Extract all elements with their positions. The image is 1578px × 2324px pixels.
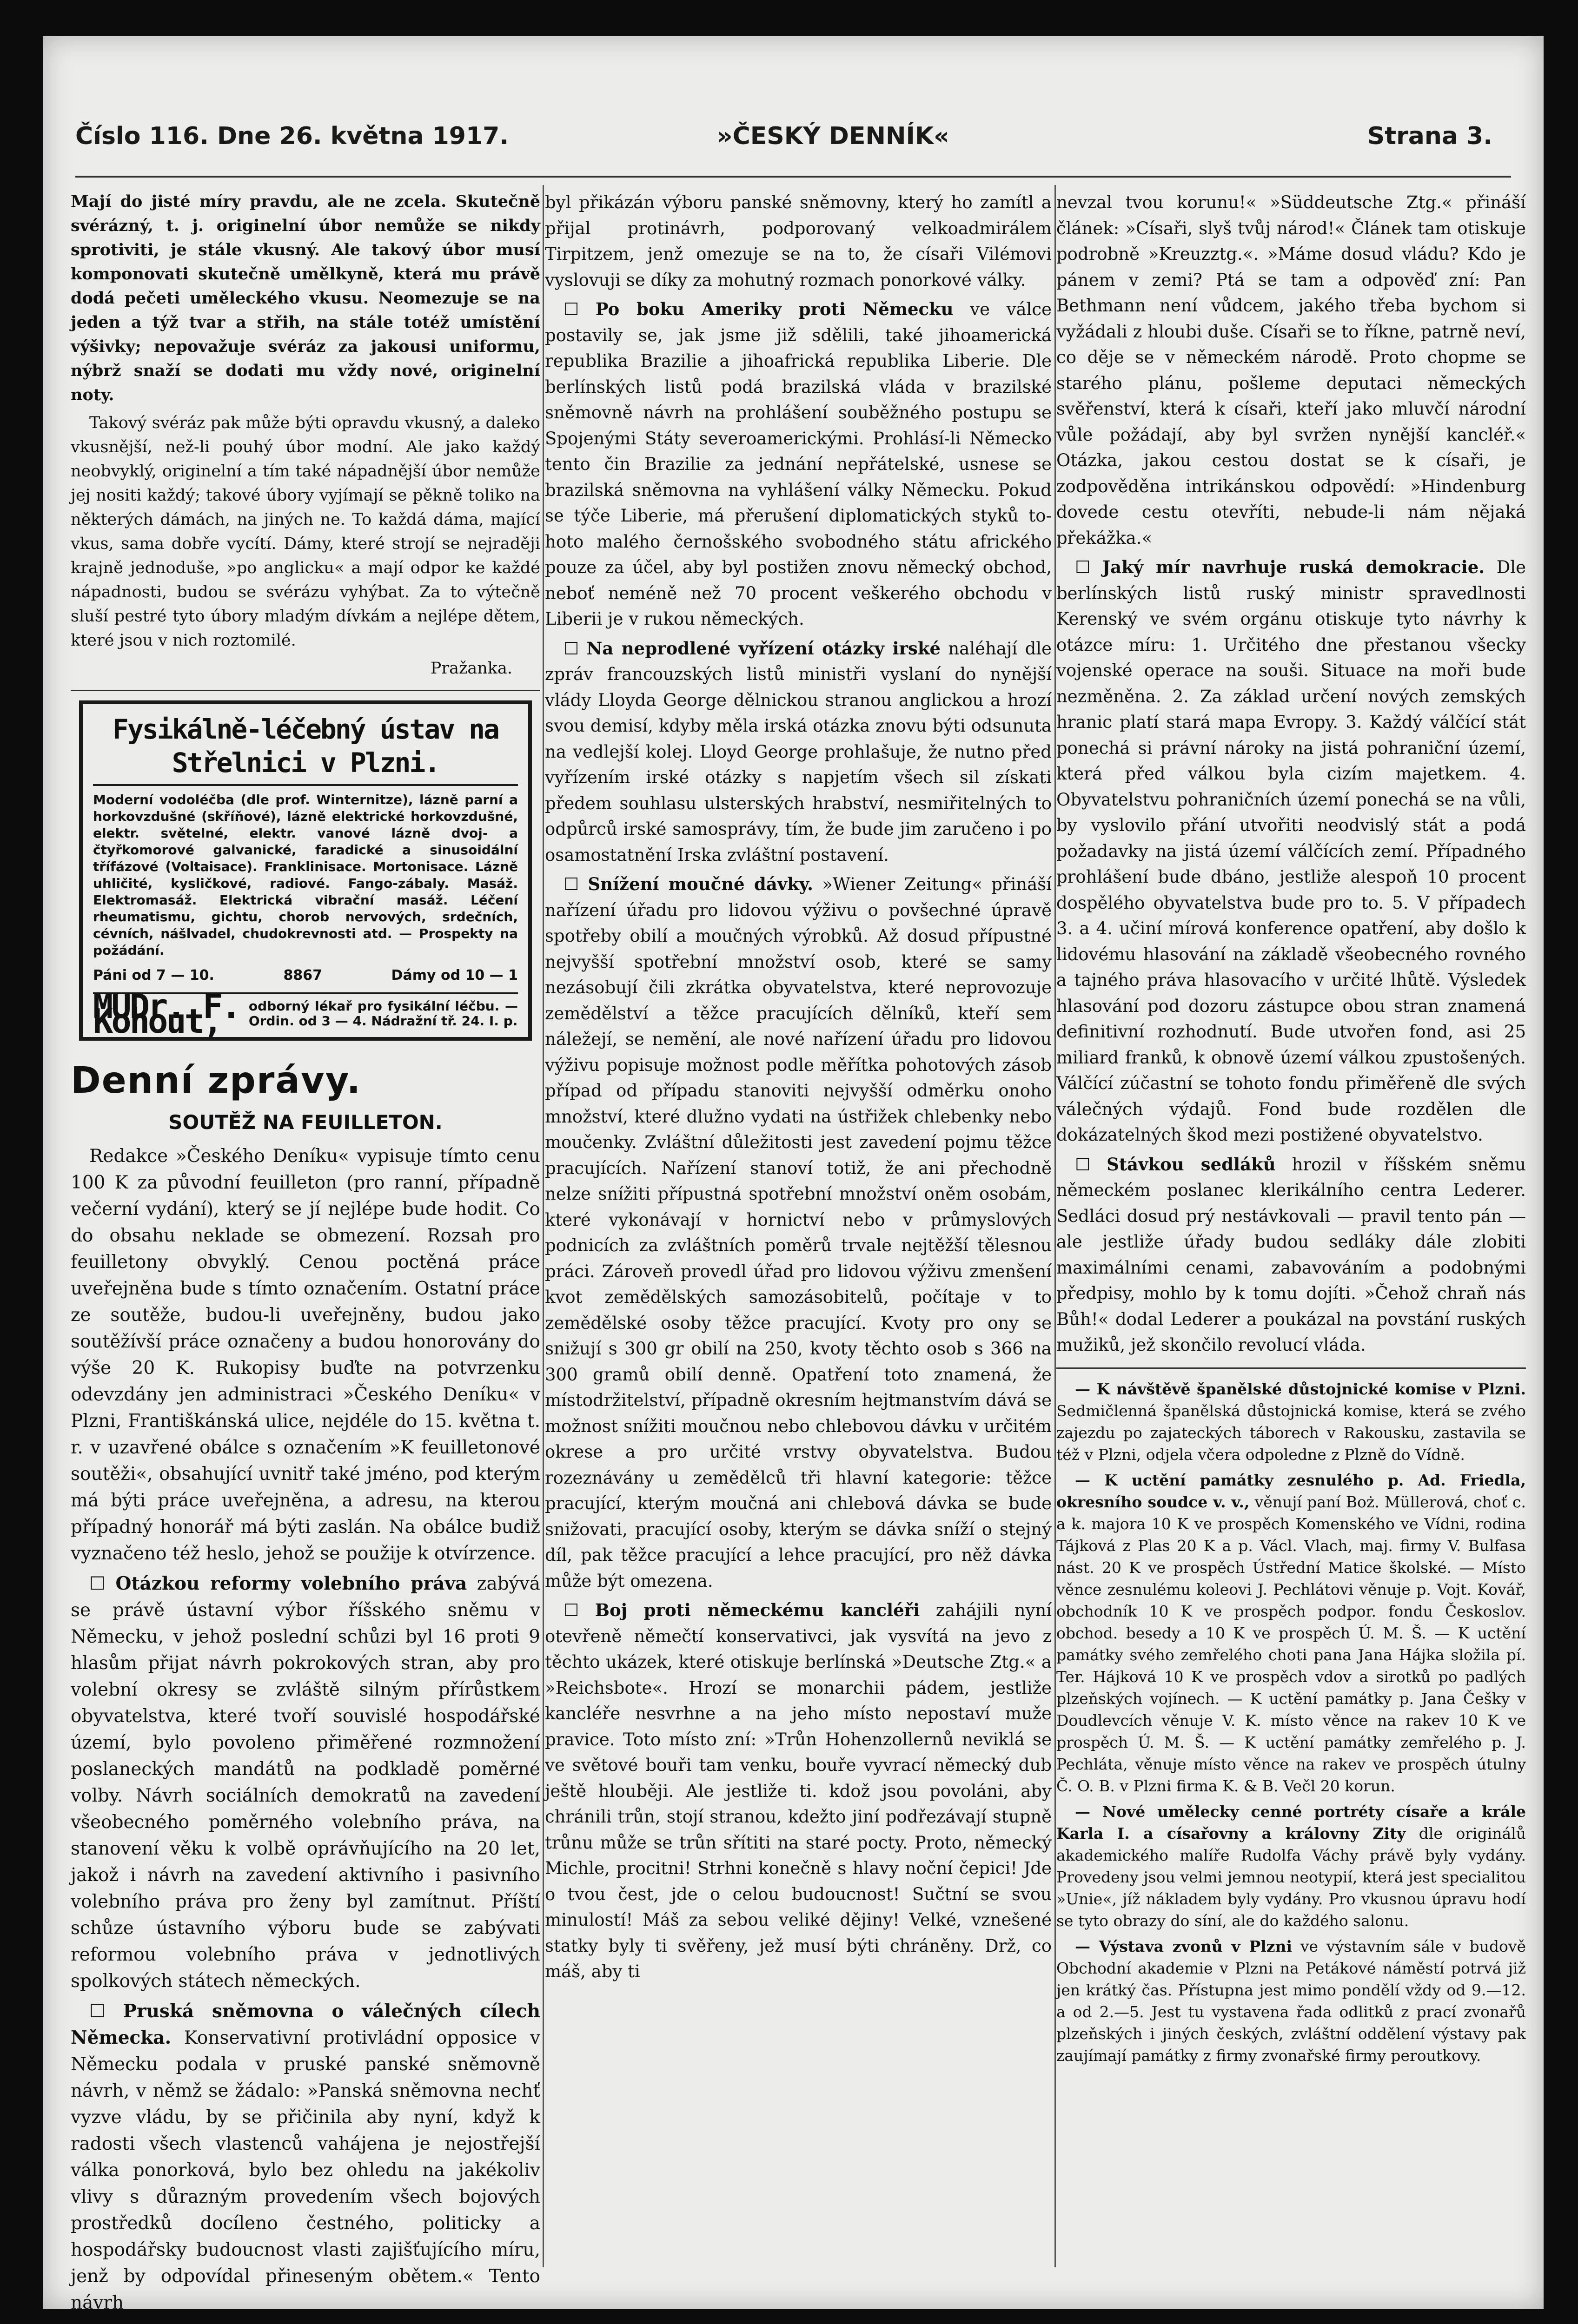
column-divider (1054, 185, 1056, 2267)
ad-hours-men: Páni od 7 — 10. (93, 967, 214, 984)
column-2 (545, 190, 1052, 1988)
masthead (75, 113, 1511, 159)
news-text: ve válce postavily se, jak jsme již sdělili, také jihoamerická republika Brazilie a jihoafrická republika Liberie. Dle berlínských listů podá brazilská vláda v brazilské sněmovně návrh na prohlášení souběžného postupu se Spojenými Státy severoamerickými. Prohlásí-li Německo tento čin Brazilie za jednání nepřátelské, usnese se brazilská sněmovna na vyhlášení války Německu. Pokud se týče Liberie, má přerušení diplomatických styků to-hoto malého černošského svobodného státu afrického pouze za účel, aby byl postižen znovu německý obchod, neboť neméně než 70 procent veškerého obchodu v Liberii je v rukou německých. (545, 299, 1052, 629)
masthead-rule (75, 176, 1511, 178)
news-text: »Wiener Zeitung« přináší nařízení úřadu pro lidovou výživu o povšechné úpravě spotřeby obilí a moučných výrobků. Až dosud přípustné nejvyšší spotřební množství osob, které se samy nezásobují čili zkrátka obyvatelstva, které neprovozuje zemědělství a těžce pracujících dělníků, kteří sem náležejí, se nemění, ale nové nařízení úřadu pro lidovou výživu popisuje možnost podle měřítka pohotových zásob případ od případu stanoviti nejvyšší odměrku onoho množství, které dlužno vydati na ústřižek chlebenky nebo moučenky. Zvláštní důležitosti jest zavedení pojmu těžce pracujících. Nařízení stanoví totiž, že ani přechodně nelze snížiti přípustná spotřební množství oněm osobám, které vykonávají v hornictví nebo v průmyslových podnicích za zvláštních poměrů trvale nejtěžší tělesnou práci. Zároveň provedl úřad pro lidovou výživu zmenšení kvot zemědělských samozásobitelů, počítaje v to zemědělské osoby těžce pracující. Kvoty pro ony se snižují s 300 gr obilí na 250, kvoty těchto osob s 366 na 300 gramů obilí denně. Opatření toto znamená, že místodržitelství, případně okresním hejtmanstvím dává se možnost snížiti moučnou nebo chlebovou dávku v určitém okrese a pro určité vrstvy obyvatelstva. Budou rozeznávány u zemědělců tři hlavní kategorie: těžce pracující, kterým moučná ani chlebová dávka se bude snižovati, pracující osoby, kterým se dávka sníží o stejný díl, pak těžce pracující a lehce pracující, pro něž dávka může být omezena. (545, 874, 1052, 1591)
news-item (545, 872, 1052, 1594)
local-news-headline: — K uctění památky zesnulého p. Ad. Friedla, okresního soudce v. v., (1056, 1471, 1526, 1511)
ad-doctor-name: MUDr. F. Kohout, (93, 986, 239, 1041)
local-news-text: Sedmičlenná španělská důstojnická komise, která se zvého zajezdu po zajateckých táborech v Rakousku, zastavila se též v Plzni, odjela včera odpoledne z Plzně do Vídně. (1056, 1401, 1526, 1464)
column-1 (71, 190, 540, 2320)
ad-number: 8867 (283, 967, 322, 984)
fashion-article (71, 190, 540, 680)
news-item (545, 636, 1052, 868)
square-bullet-icon: ☐ (564, 299, 596, 319)
news-item (1056, 555, 1526, 1148)
news-item (545, 297, 1052, 632)
news-text: Konservativní protivládní opposice v Německu podala v pruské panské sněmovně návrh, v němž se žádalo: »Panská sněmovna nechť vyzve vládu, by se přičinila aby nyní, když k radosti všech vlastenců vahájena je nejostřejší válka ponorková, bylo bez ohledu na jakékoliv vlivy s důrazným provedením všech bojových prostředků docíleno čestného, politicky a hospodářsky budoucnost vlasti zajišťujícího míru, jenž by odpovídal přineseným obětem.« Tento návrh (71, 2027, 540, 2313)
local-news-item (1056, 1935, 1526, 2067)
square-bullet-icon: ☐ (564, 638, 587, 659)
news-headline: Otázkou reformy volebního práva (115, 1572, 467, 1594)
square-bullet-icon: ☐ (564, 1600, 595, 1620)
contest-article (71, 1143, 540, 1567)
news-headline: Snížení moučné dávky. (588, 874, 814, 894)
news-headline: Boj proti německému kancléři (595, 1600, 920, 1620)
ad-hours-women: Dámy od 10 — 1 (391, 967, 518, 984)
news-headline: Jaký mír navrhuje ruská demokracie. (1102, 557, 1485, 577)
ad-body: Moderní vodoléčba (dle prof. Winternitze), lázně parní a horkovzdušné (skříňové), lázně elektrické horkovzdušné, elektr. světelné, elektr. vanové lázně dvoj- a čtyřkomorové galvanické, faradické a sinusoidální třífázové (Voltaisace). Franklinisace. Mortonisace. Lázně uhličité, kysličkové, radiové. Fango-zábaly. Masáž. Elektromasáž. Elektrická vibrační masáž. Léčení rheumatismu, gichtu, chorob nervových, srdečních, cévních, nášlvadel, chudokrevnosti atd. — Prospekty na požádání. (93, 792, 518, 958)
ad-doctor-info: odborný lékař pro fysikální léčbu. — Ordin. od 3 — 4. Nádražní tř. 24. I. p. (248, 998, 518, 1029)
square-bullet-icon: ☐ (89, 1573, 116, 1594)
contest-title: SOUTĚŽ NA FEUILLETON. (168, 1110, 443, 1134)
news-item (545, 1598, 1052, 1985)
article-paragraph: Takový svéráz pak může býti opravdu vkusný, a daleko vkusnější, než-li pouhý úbor modní. Ale jako každý neobvyklý, originelní a tím také nápadnější úbor nemůže jej nositi každý; takové úbory vyjímají se pěkně toliko na některých dámách, na jiných ne. To každá dáma, mající vkus, sama dobře vycítí. Dámy, které strojí se nejraději krajně jednoduše, »po anglicku« a mají odpor ke každé nápadnosti, budou se svérázu vyhýbat. Za to výtečně sluší pestré tyto úbory mladým dívkám a nejlépe dětem, které jsou v nich roztomilé. (71, 414, 540, 650)
local-news-headline: — K návštěvě španělské důstojnické komise v Plzni. (1075, 1380, 1526, 1398)
square-bullet-icon: ☐ (564, 874, 588, 894)
local-news (1056, 1378, 1526, 2067)
local-news-item (1056, 1469, 1526, 1797)
news-item (71, 1571, 540, 1994)
local-news-item (1056, 1801, 1526, 1932)
news-continuation: nevzal tvou korunu!« »Süddeutsche Ztg.« přináší článek: »Císaři, slyš tvůj národ!« Článek tam otiskuje podrobně »Kreuzztg.«. »Máme dosud vládu? Kdo je pánem v zemi? Ptá se tam a odpověď zní: Pan Bethmann není vůdcem, jakého třeba bychom si vyžádali z hloubi duše. Císaři se to říkne, patrně neví, co děje se v německém národě. Proto chopme se starého plánu, pošleme deputaci německých svěřenství, která k císaři, kteří jako mluvčí národní vůle požádají, aby byl svržen nynější kancléř.« Otázka, jakou cestou dostat se k císaři, je zodpověděna intrikánskou odpovědí: »Hindenburg dovede cestu otevříti, nebude-li nám nějaká překážka.« (1056, 192, 1526, 548)
newspaper-page (43, 36, 1544, 2313)
newspaper-title: »ČESKÝ DENNÍK« (717, 122, 949, 150)
square-bullet-icon: ☐ (1075, 557, 1102, 577)
article-paragraph: Redakce »Českého Deníku« vypisuje tímto cenu 100 K za původní feuilleton (pro ranní, případně večerní vydání), který se jí nejlépe bude hodit. Co do obsahu neklade se obmezení. Rozsah pro feuilletony obvyklý. Cenou poctěná práce uveřejněna bude s tímto označením. Ostatní práce ze soutěže, budou-li uveřejněny, budou jako soutěžívší práce označeny a budou honorovány do výše 20 K. Rukopisy buďte na potvrzenku odevzdány jen administraci »Českého Deníku« v Plzni, Františkánská ulice, nejdéle do 15. května t. r. v uzavřené obálce s označením »K feuilletonové soutěži«, obsahující uvnitř také jméno, pod kterým má býti práce uveřejněna, a adresu, na kterou případný honorář má býti zaslán. Na obálce budiž vyznačeno též heslo, jehož se použije k otvírzence. (71, 1145, 540, 1564)
article-paragraph: Mají do jisté míry pravdu, ale ne zcela. Skutečně svérázný, t. j. originelní úbor nemůže se nikdy sprotiviti, je stále vkusný. Ale takový úbor musí komponovati skutečně umělkyně, která mu právě dodá pečeti uměleckého vkusu. Neomezuje se na jeden a týž tvar a střih, na stále totéž umístění výšivky; nepovažuje svéráz za jakousi uniformu, nýbrž snaží se dodati mu vždy nové, originelní noty. (71, 192, 540, 404)
news-item (71, 1998, 540, 2316)
news-headline: Po boku Ameriky proti Německu (595, 299, 954, 319)
ad-doctor (93, 986, 518, 1041)
local-news-text: dle originálů akademického malíře Rudolfa Váchy právě byly vydány. Provedeny jsou velmi jemnou neotypií, která jest specialitou »Unie«, jíž nákladem byly vydány. Pro vkusnou úpravu hodí se tyto obrazy do síní, ale do každého salonu. (1056, 1824, 1526, 1930)
column-3 (1056, 190, 1526, 2070)
advertisement-spa (79, 700, 532, 1041)
article-signature: Pražanka. (430, 659, 512, 678)
local-news-item (1056, 1378, 1526, 1466)
square-bullet-icon: ☐ (89, 2000, 123, 2022)
divider (1056, 1367, 1526, 1369)
issue-number-date: Číslo 116. Dne 26. května 1917. (75, 122, 509, 150)
news-continuation: byl přikázán výboru panské sněmovny, který ho zamítl a přijal protinávrh, podporovaný velkoadmirálem Tirpitzem, jenž omezuje se na to, že císaři Vilémovi vyslovuji se díky za mohutný rozmach ponorkové války. (545, 192, 1052, 290)
square-bullet-icon: ☐ (1075, 1154, 1107, 1175)
news-items (71, 1571, 540, 2316)
local-news-text: ve výstavním sále v budově Obchodní akademie v Plzni na Petákové náměstí potrvá již jen krátký čas. Přístupna jest mimo pondělí vždy od 9.—12. a od 2.—5. Jest tu vystavena řada odlitků z prací zvonařů plzeňských i jiných českých, zvláštní oddělení výstavy pak zaujímají památky z firmy zvonařské firmy peroutkovy. (1056, 1937, 1526, 2065)
news-headline: Stávkou sedláků (1107, 1154, 1276, 1175)
news-headline: Na neprodlené vyřízení otázky irské (586, 638, 941, 659)
column-divider (543, 185, 544, 2267)
ad-title: Fysikálně-léčebný ústav na Střelnici v Plzni. (93, 713, 518, 786)
divider (71, 690, 540, 691)
news-text: Dle berlínských listů ruský ministr spravedlnosti Kerenský ve svém orgánu otiskuje tyto návrhy k otázce míru: 1. Určitého dne přestanou všecky vojenské operace na souši. Situace na moři bude nezměněna. 2. Za základ určení nových zemských hranic platí stará mapa Evropy. 3. Každý válčící stát ponechá si právní nároky na jistá pohraniční území, která před válkou byla cizím majetkem. 4. Obyvatelstvu pohraničních území ponechá se na vůli, by vyslovilo přání utvořiti neodvislý stát a podá požadavky na jistá území válčících zemí. Případného prohlášení bude dbáno, jestliže alespoň 10 procent dospělého obyvatelstva bude pro to. 5. V případech 3. a 4. učiní mírová konference opatření, aby došlo k lidovému hlasování na základě všeobecného rovného a tajného práva hlasovacího v určité lhůtě. Výsledek hlasování pod dozoru zástupce obou stran znamená definitivní rozhodnutí. Bude utvořen fond, asi 25 miliard franků, k obnově území válkou zpustošených. Válčící zúčastní se tohoto fondu přiměřeně dle svých válečných výdajů. Fond bude rozdělen dle dokázatelných škod mezi postižené obyvatelstvo. (1056, 557, 1526, 1145)
news-headline: Pruská sněmovna o válečných cílech Německa. (71, 2000, 540, 2048)
local-news-headline: — Výstava zvonů v Plzni (1075, 1937, 1293, 1955)
news-text: zabývá se právě ústavní výbor říšského sněmu v Německu, v jehož poslední schůzi byl 16 proti 9 hlasům přijat návrh pokrokových stran, aby pro volební okresy se zvláště silným přírůstkem obyvatelstva, které tvoří souvislé hospodářské území, bylo povoleno přiměřené rozmnožení poslaneckých mandátů na podkladě poměrné volby. Návrh sociálních demokratů na zavedení všeobecného poměrného volebního práva, na stanovení věku k volbě oprávňujícího na 20 let, jakož i návrh na zavedení aktivního i pasivního volebního práva pro ženy byl zamítnut. Příští schůze ústavního výboru bude se zabývati reformou volebního práva v jednotlivých spolkových státech německých. (71, 1573, 540, 1992)
local-news-text: věnují paní Boż. Müllerová, choť c. a k. majora 10 K ve prospěch Komenského ve Vídni, rodina Tájková z Plas 20 K a p. Václ. Vlach, maj. firmy V. Bulfasa nást. 20 K ve prospěch Ústřední Matice školské. — Místo věnce zesnulému koleovi J. Pechlátovi věnuje p. Vojt. Kovář, obchodník 10 K ve prospěch podpor. fondu Českoslov. obchod. besedy a 10 K ve prospěch Ú. M. Š. — K uctění památky svého zemřelého choti pana Jana Hájka složila pí. Ter. Hájková 10 K ve prospěch vdov a sirotků po padlých plzeňských vojínech. — K uctění památky p. Jana Češky v Doudlevcích věnuje V. K. místo věnce na rakev 10 K ve prospěch Ú. M. Š. — K uctění památky zemřelého p. J. Pechláta, věnuje místo věnce na rakev ve prospěch útulny Č. O. B. v Plzni firma K. & B. Večl 20 korun. (1056, 1492, 1526, 1795)
news-text: naléhají dle zpráv francouzských listů ministři vyslaní do nynější vlády Lloyda George dělnickou stranou anglickou a hrozí svou demisí, kdyby měla irská otázka znovu býti odsunuta na vedlejší kolej. Lloyd George prohlašuje, že nutno před vyřízením irské otázky s napjetím všech sil získati předem souhlasu ulsterských hrabství, nesmiřitelných to odpůrců irské samosprávy, tím, že bude jim zaručeno i po osamostatnění Irska zvláštní postavení. (545, 638, 1052, 865)
news-text: zahájili nyní otevřeně němečtí konservativci, jak vysvítá na jevo z těchto ukázek, které otiskuje berlínská »Deutsche Ztg.« a »Reichsbote«. Hrozí se monarchii pádem, jestliže kancléře nesvrhne a na jeho místo nepostaví muže pravice. Toto místo zní: »Trůn Hohenzollernů neviklá se ve světové bouři tam venku, bouře vyvrací německý dub ještě hlouběji. Ale jestliže ti. kdož jsou povoláni, aby chránili trůn, stojí stranou, kdežto jiní podřezávají stupně trůnu může se trůn sřítiti na staré pocty. Proto, německý Michle, procitni! Strhni konečně s hlavy noční čepici! Jde o tvou čest, jde o celou budoucnost! Sučtní se svou minulostí! Máš za sebou veliké dějiny! Velké, vznešené statky byly ti svěřeny, jež musí býti chráněny. Drž, co máš, aby ti (545, 1600, 1052, 1981)
section-title: Denní zprávy. (71, 1059, 362, 1102)
news-item (1056, 1152, 1526, 1358)
news-text: hrozil v říšském sněmu německém poslanec klerikálního centra Lederer. Sedláci dosud prý nestávkovali — pravil tento pán — ale jestliže úřady budou sedláky dále zlobiti maximálními cenami, zabavováním a podobnými předpisy, mohlo by k tomu dojíti. »Čehož chraň nás Bůh!« dodal Lederer a poukázal na povstání ruských mužiků, jež skončilo revolucí vláda. (1056, 1154, 1526, 1355)
local-news-headline: — Nové umělecky cenné portréty císaře a krále Karla I. a císařovny a královny Zity (1056, 1802, 1526, 1842)
page-number: Strana 3. (1367, 122, 1492, 150)
